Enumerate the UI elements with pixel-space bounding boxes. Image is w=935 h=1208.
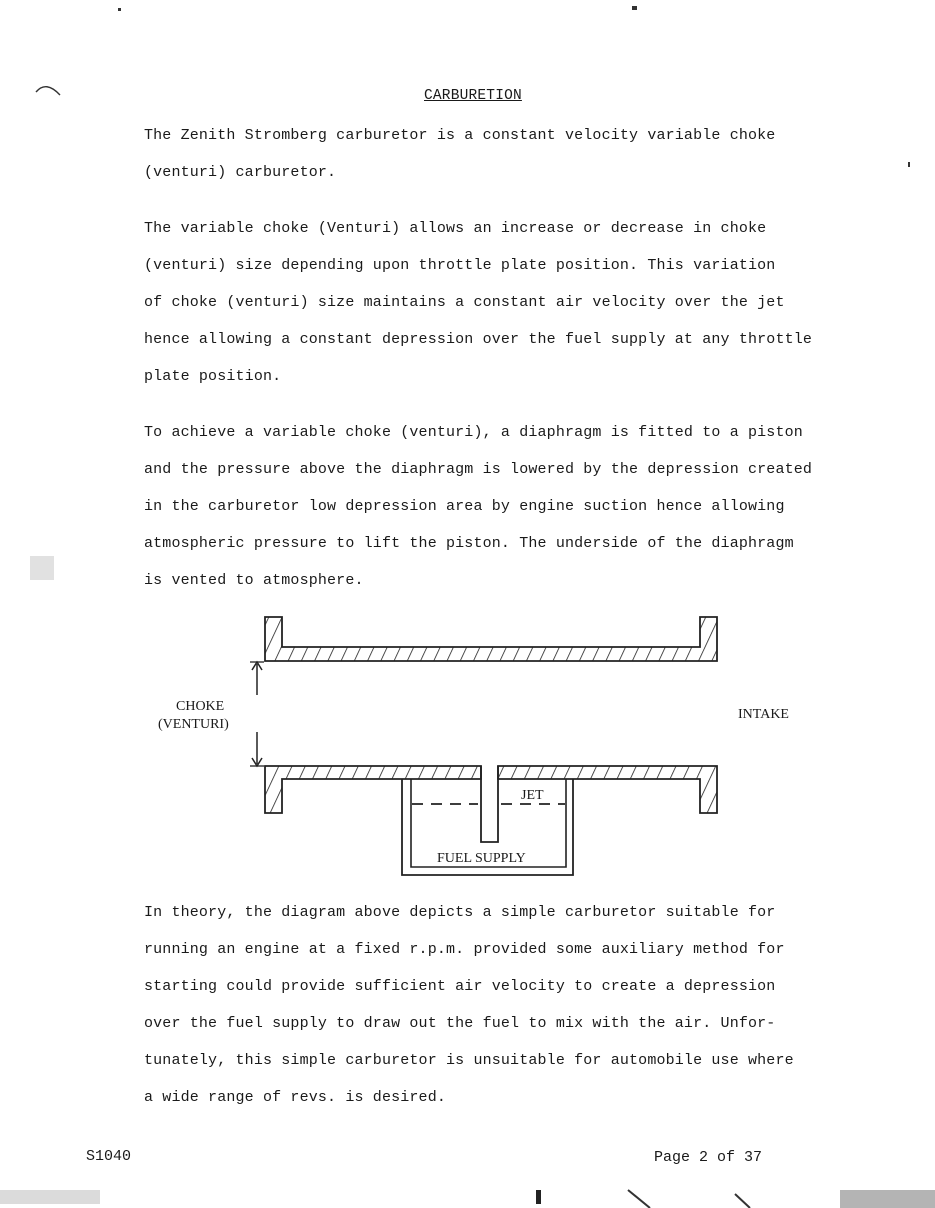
text-line: The variable choke (Venturi) allows an increase or decrease in choke	[144, 220, 767, 237]
label-jet: JET	[521, 788, 544, 803]
text-line: in the carburetor low depression area by engine suction hence allowing	[144, 498, 785, 515]
text-line: In theory, the diagram above depicts a simple carburetor suitable for	[144, 904, 776, 921]
text-line: of choke (venturi) size maintains a constant air velocity over the jet	[144, 294, 785, 311]
footer-page-number: Page 2 of 37	[654, 1149, 763, 1166]
scan-speck	[118, 8, 121, 11]
label-intake: INTAKE	[738, 707, 789, 722]
scan-speck	[632, 6, 637, 10]
label-fuel-supply: FUEL SUPPLY	[437, 851, 526, 866]
text-line: (venturi) size depending upon throttle plate position. This variation	[144, 257, 776, 274]
text-line: a wide range of revs. is desired.	[144, 1089, 446, 1106]
footer-document-id: S1040	[86, 1148, 132, 1165]
scan-smudge	[628, 1190, 750, 1208]
scan-mark-arc	[36, 87, 60, 95]
scan-speck	[536, 1190, 541, 1204]
scan-noise	[30, 556, 54, 580]
label-choke: CHOKE	[176, 699, 225, 714]
text-line: starting could provide sufficient air velocity to create a depression	[144, 978, 776, 995]
scan-noise	[840, 1190, 935, 1208]
text-line: To achieve a variable choke (venturi), a diaphragm is fitted to a piston	[144, 424, 803, 441]
text-line: plate position.	[144, 368, 282, 385]
text-line: over the fuel supply to draw out the fuel to mix with the air. Unfor-	[144, 1015, 776, 1032]
text-line: The Zenith Stromberg carburetor is a constant velocity variable choke	[144, 127, 776, 144]
text-line: (venturi) carburetor.	[144, 164, 337, 181]
text-line: and the pressure above the diaphragm is lowered by the depression created	[144, 461, 813, 478]
label-venturi: (VENTURI)	[158, 717, 229, 732]
text-line: is vented to atmosphere.	[144, 572, 364, 589]
document-title: CARBURETION	[424, 88, 522, 104]
text-line: running an engine at a fixed r.p.m. provided some auxiliary method for	[144, 941, 785, 958]
text-line: atmospheric pressure to lift the piston. The underside of the diaphragm	[144, 535, 794, 552]
text-line: tunately, this simple carburetor is unsuitable for automobile use where	[144, 1052, 794, 1069]
text-line: hence allowing a constant depression over the fuel supply at any throttle	[144, 331, 813, 348]
scan-noise	[0, 1190, 100, 1204]
scan-speck	[908, 162, 910, 167]
